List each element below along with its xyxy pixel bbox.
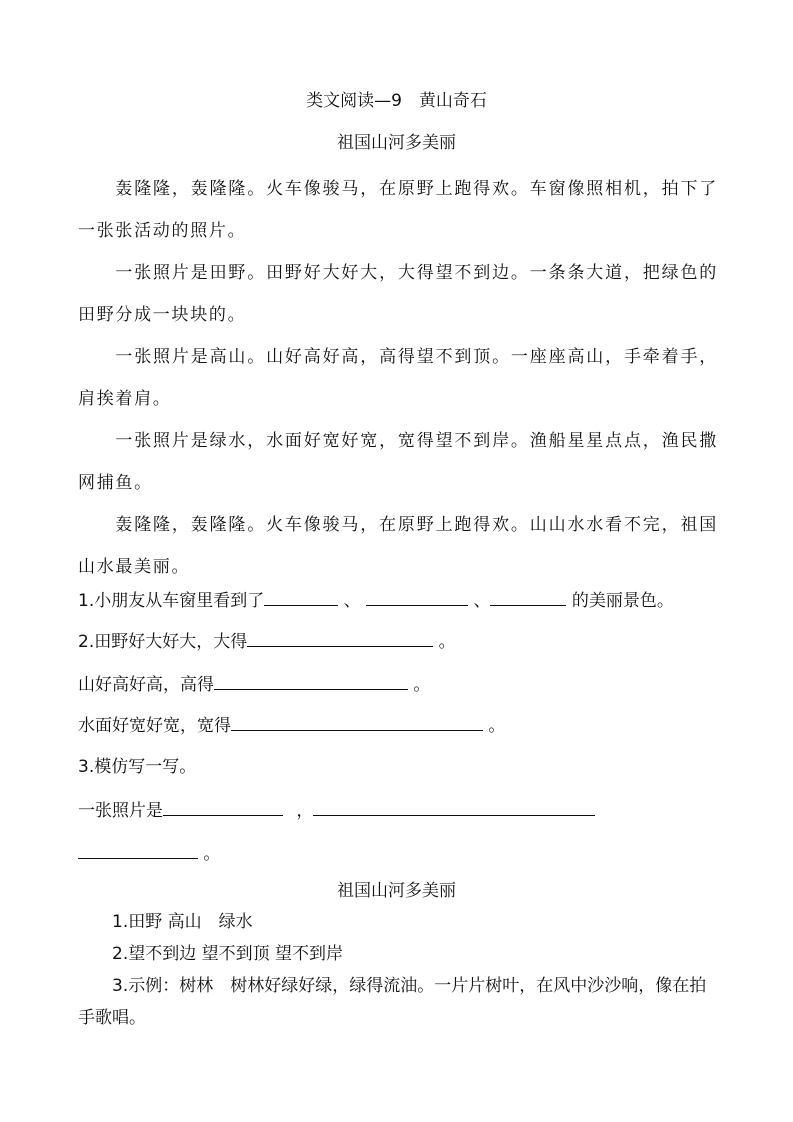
- period: 。: [488, 716, 506, 736]
- question-2-line-3: [78, 711, 505, 736]
- answer-2: 2.望不到边 望不到顶 望不到岸: [112, 944, 344, 964]
- passage-paragraph: 一张照片是田野。田野好大好大，大得望不到边。一条条大道，把绿色的田野分成一块块的。: [78, 263, 718, 325]
- answer-blank[interactable]: [214, 673, 408, 690]
- question-1: [78, 586, 674, 611]
- question-2-line-1: [78, 627, 456, 652]
- answer-blank[interactable]: [163, 799, 283, 816]
- period: 。: [413, 675, 431, 695]
- question-text: 一张照片是: [78, 801, 163, 821]
- answer-blank[interactable]: [78, 842, 198, 859]
- question-text: 2.田野好大好大，大得: [78, 632, 248, 652]
- answer-1: 1.田野 高山 绿水: [112, 912, 253, 932]
- separator: 、: [343, 591, 361, 611]
- answer-3: 3.示例：树林 树林好绿好绿，绿得流油。一片片树叶，在风中沙沙响，像在拍手歌唱。: [78, 976, 707, 1028]
- document-title: 类文阅读—9 黄山奇石: [306, 91, 487, 111]
- passage-title: 祖国山河多美丽: [337, 133, 456, 153]
- answer-blank[interactable]: [264, 589, 338, 606]
- passage-paragraph: 一张照片是绿水，水面好宽好宽，宽得望不到岸。渔船星星点点，渔民撒网捕鱼。: [78, 431, 718, 493]
- question-3-line-2: [78, 839, 220, 864]
- passage-paragraph: 轰隆隆，轰隆隆。火车像骏马，在原野上跑得欢。车窗像照相机，拍下了一张张活动的照片。: [78, 179, 718, 241]
- answer-blank[interactable]: [490, 589, 566, 606]
- question-3-line-1: [78, 796, 595, 821]
- question-text: 1.小朋友从车窗里看到了: [78, 591, 265, 611]
- passage: [78, 168, 718, 588]
- period: 。: [203, 844, 221, 864]
- passage-paragraph: 轰隆隆，轰隆隆。火车像骏马，在原野上跑得欢。山山水水看不完，祖国山水最美丽。: [78, 515, 718, 577]
- question-text: 的美丽景色。: [571, 591, 674, 611]
- question-text: 山好高好高，高得: [78, 675, 214, 695]
- question-2-line-2: [78, 670, 430, 695]
- answer-blank[interactable]: [366, 589, 468, 606]
- passage-paragraph: 一张照片是高山。山好高好高，高得望不到顶。一座座高山，手牵着手，肩挨着肩。: [78, 347, 718, 409]
- question-text: 水面好宽好宽，宽得: [78, 716, 231, 736]
- answer-blank[interactable]: [247, 630, 433, 647]
- period: 。: [438, 632, 456, 652]
- separator: 、: [473, 591, 491, 611]
- answers-title: 祖国山河多美丽: [337, 881, 456, 901]
- comma: ，: [296, 801, 314, 821]
- answer-blank[interactable]: [313, 799, 595, 816]
- answer-blank[interactable]: [231, 714, 483, 731]
- question-3-title: 3.模仿写一写。: [78, 757, 197, 777]
